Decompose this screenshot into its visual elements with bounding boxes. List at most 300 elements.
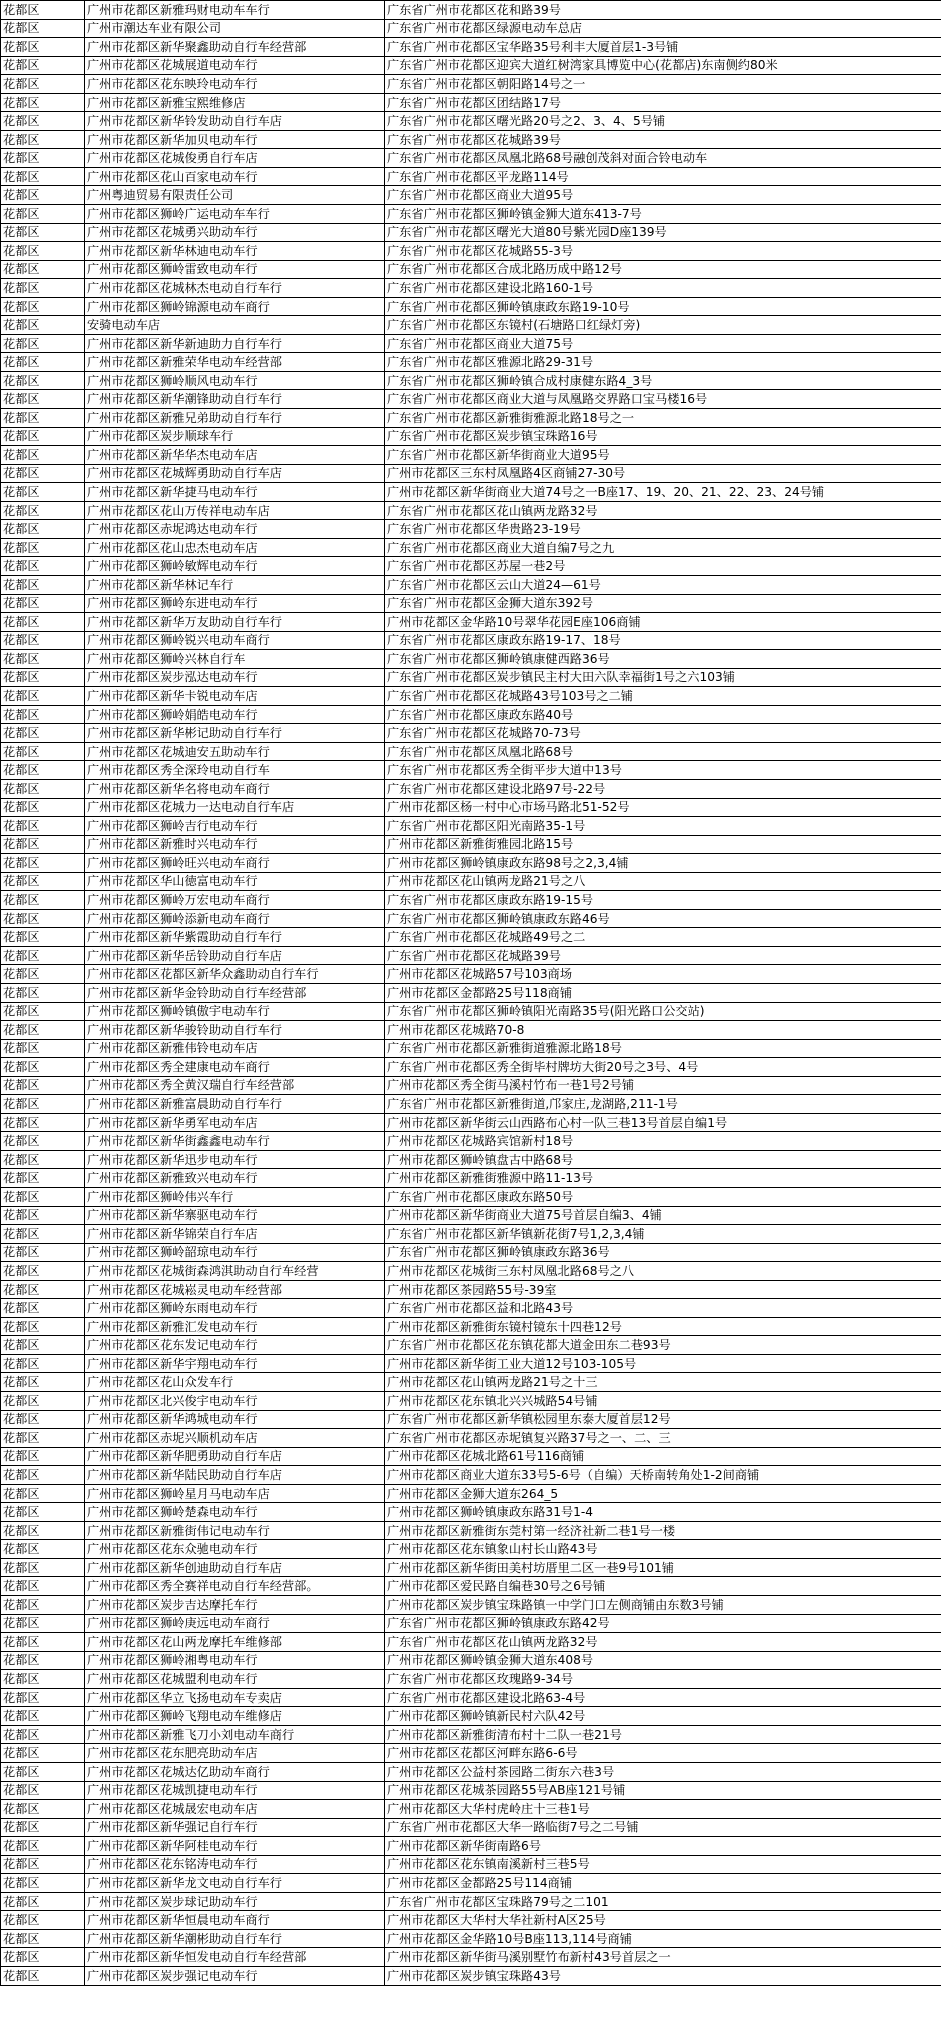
dealer-name-cell: 广州市花都区新华铃发助动自行车店 xyxy=(85,112,385,131)
dealer-name-cell: 广州市花都区花城勇兴助动车行 xyxy=(85,223,385,242)
table-row xyxy=(1,1762,941,1781)
district-cell: 花都区 xyxy=(1,1966,85,1985)
address-cell: 广东省广州市花都区康政东路50号 xyxy=(385,1188,941,1207)
district-cell: 花都区 xyxy=(1,1354,85,1373)
table-row xyxy=(1,371,941,390)
table-row xyxy=(1,1651,941,1670)
district-cell: 花都区 xyxy=(1,891,85,910)
table-row xyxy=(1,1929,941,1948)
table-row xyxy=(1,390,941,409)
table-row xyxy=(1,1150,941,1169)
table-row xyxy=(1,279,941,298)
district-cell: 花都区 xyxy=(1,334,85,353)
dealer-name-cell: 广州市花都区新华华杰电动车店 xyxy=(85,446,385,465)
table-row xyxy=(1,1966,941,1985)
address-cell: 广东省广州市花都区花山镇两龙路32号 xyxy=(385,1633,941,1652)
district-cell: 花都区 xyxy=(1,390,85,409)
table-row xyxy=(1,1243,941,1262)
table-row xyxy=(1,1558,941,1577)
dealer-name-cell: 广州市花都区花山众发车行 xyxy=(85,1373,385,1392)
district-cell: 花都区 xyxy=(1,297,85,316)
district-cell: 花都区 xyxy=(1,1039,85,1058)
address-cell: 广东省广州市花都区赤坭镇复兴路37号之一、二、三 xyxy=(385,1429,941,1448)
dealer-name-cell: 广州市花都区秀全深玲电动自行车 xyxy=(85,761,385,780)
address-cell: 广东省广州市花都区秀全街毕村牌坊大街20号之3号、4号 xyxy=(385,1058,941,1077)
district-cell: 花都区 xyxy=(1,1892,85,1911)
table-row xyxy=(1,205,941,224)
address-cell: 广州市花都区花城路宾馆新村18号 xyxy=(385,1132,941,1151)
dealer-name-cell: 广州市花都区炭步顺球车行 xyxy=(85,427,385,446)
dealer-name-cell: 广州市花都区新雅荣华电动车经营部 xyxy=(85,353,385,372)
address-cell: 广州市花都区茶园路55号-39室 xyxy=(385,1280,941,1299)
table-row xyxy=(1,409,941,428)
district-cell: 花都区 xyxy=(1,1429,85,1448)
table-row xyxy=(1,575,941,594)
dealer-name-cell: 广州市花都区新华强记自行车行 xyxy=(85,1818,385,1837)
dealer-name-cell: 广州市花都区狮岭兴林自行车 xyxy=(85,650,385,669)
dealer-name-cell: 广州市花都区狮岭镇傲宇电动车行 xyxy=(85,1002,385,1021)
dealer-name-cell: 广州市花都区赤坭兴顺机动车店 xyxy=(85,1429,385,1448)
address-cell: 广州市花都区花东镇南溪新村三巷5号 xyxy=(385,1855,941,1874)
address-cell: 广东省广州市花都区新华镇新花街7号1,2,3,4铺 xyxy=(385,1225,941,1244)
table-row xyxy=(1,594,941,613)
table-row xyxy=(1,1410,941,1429)
district-cell: 花都区 xyxy=(1,93,85,112)
address-cell: 广州市花都区花城街三东村凤凰北路68号之八 xyxy=(385,1262,941,1281)
table-row xyxy=(1,1855,941,1874)
address-cell: 广东省广州市花都区平龙路114号 xyxy=(385,167,941,186)
table-row xyxy=(1,613,941,632)
address-cell: 广东省广州市花都区炭步镇宝珠路16号 xyxy=(385,427,941,446)
dealer-name-cell: 广州市花都区新雅宝熙维修店 xyxy=(85,93,385,112)
address-cell: 广东省广州市花都区狮岭镇康健西路36号 xyxy=(385,650,941,669)
table-row xyxy=(1,742,941,761)
table-row xyxy=(1,1466,941,1485)
district-cell: 花都区 xyxy=(1,854,85,873)
address-cell: 广东省广州市花都区建设北路160-1号 xyxy=(385,279,941,298)
dealer-name-cell: 广州粤迪贸易有限责任公司 xyxy=(85,186,385,205)
address-cell: 广东省广州市花都区迎宾大道红树湾家具博览中心(花都店)东南侧约80米 xyxy=(385,56,941,75)
table-row xyxy=(1,1484,941,1503)
dealer-name-cell: 广州市花都区狮岭湘粤电动车行 xyxy=(85,1651,385,1670)
district-cell: 花都区 xyxy=(1,1633,85,1652)
dealer-name-cell: 广州市花都区新华卡锐电动车店 xyxy=(85,687,385,706)
address-cell: 广州市花都区三东村凤凰路4区商铺27-30号 xyxy=(385,464,941,483)
table-row xyxy=(1,483,941,502)
table-row xyxy=(1,798,941,817)
address-cell: 广东省广州市花都区花东镇花都大道金田东二巷93号 xyxy=(385,1336,941,1355)
address-cell: 广东省广州市花都区新华镇松园里东泰大厦首层12号 xyxy=(385,1410,941,1429)
dealer-name-cell: 广州市花都区新华潮锋助动自行车行 xyxy=(85,390,385,409)
district-cell: 花都区 xyxy=(1,56,85,75)
dealer-name-cell: 广州市花都区花城凯捷电动车行 xyxy=(85,1781,385,1800)
dealer-name-cell: 广州市花都区花山百家电动车行 xyxy=(85,167,385,186)
table-row xyxy=(1,1280,941,1299)
dealer-name-cell: 广州市花都区狮岭伟兴车行 xyxy=(85,1188,385,1207)
address-cell: 广州市花都区商业大道东33号5-6号（自编）天桥南转角处1-2间商铺 xyxy=(385,1466,941,1485)
address-cell: 广东省广州市花都区宝华路35号利丰大厦首层1-3号铺 xyxy=(385,38,941,57)
district-cell: 花都区 xyxy=(1,1113,85,1132)
dealer-name-cell: 广州市花都区秀全赛祥电动自行车经营部。 xyxy=(85,1577,385,1596)
address-cell: 广东省广州市花都区花城路39号 xyxy=(385,130,941,149)
dealer-name-cell: 广州市花都区花城盟利电动车行 xyxy=(85,1670,385,1689)
address-cell: 广东省广州市花都区狮岭镇阳光南路35号(阳光路口公交站) xyxy=(385,1002,941,1021)
district-cell: 花都区 xyxy=(1,779,85,798)
dealer-name-cell: 广州市花都区新雅伟铃电动车店 xyxy=(85,1039,385,1058)
dealer-name-cell: 广州市花都区新华万友助动自行车行 xyxy=(85,613,385,632)
address-cell: 广东省广州市花都区商业大道与凤凰路交界路口宝马楼16号 xyxy=(385,390,941,409)
district-cell: 花都区 xyxy=(1,668,85,687)
table-row xyxy=(1,705,941,724)
table-row xyxy=(1,1948,941,1967)
table-row xyxy=(1,1002,941,1021)
address-cell: 广东省广州市花都区花山镇两龙路32号 xyxy=(385,501,941,520)
address-cell: 广州市花都区花山镇两龙路21号之八 xyxy=(385,872,941,891)
dealer-name-cell: 广州市花都区新华捷马电动车行 xyxy=(85,483,385,502)
address-cell: 广东省广州市花都区新雅街道雅源北路18号 xyxy=(385,1039,941,1058)
address-cell: 广州市花都区花都区河畔东路6-6号 xyxy=(385,1744,941,1763)
dealer-name-cell: 广州市花都区新华恒晨电动车商行 xyxy=(85,1911,385,1930)
dealer-name-cell: 广州市花都区花东映玲电动车行 xyxy=(85,75,385,94)
address-cell: 广东省广州市花都区雅源北路29-31号 xyxy=(385,353,941,372)
dealer-name-cell: 广州市花都区新华彬记助动自行车行 xyxy=(85,724,385,743)
dealer-name-cell: 广州市花都区新华潮彬助动自行车行 xyxy=(85,1929,385,1948)
table-row xyxy=(1,260,941,279)
address-cell: 广东省广州市花都区康政东路19-15号 xyxy=(385,891,941,910)
table-row xyxy=(1,891,941,910)
address-cell: 广东省广州市花都区炭步镇民主村大田六队幸福街1号之六103铺 xyxy=(385,668,941,687)
district-cell: 花都区 xyxy=(1,149,85,168)
address-cell: 广州市花都区公益村茶园路二街东六巷3号 xyxy=(385,1762,941,1781)
dealer-name-cell: 广州市花都区华山徳富电动车行 xyxy=(85,872,385,891)
table-row xyxy=(1,316,941,335)
district-cell: 花都区 xyxy=(1,1188,85,1207)
address-cell: 广州市花都区杨一村中心市场马路北51-52号 xyxy=(385,798,941,817)
dealer-name-cell: 广州市潮达车业有限公司 xyxy=(85,19,385,38)
district-cell: 花都区 xyxy=(1,1262,85,1281)
dealer-name-cell: 广州市花都区新华紫霞助动自行车行 xyxy=(85,928,385,947)
table-row xyxy=(1,668,941,687)
table-row xyxy=(1,1911,941,1930)
table-row xyxy=(1,1837,941,1856)
table-row xyxy=(1,1447,941,1466)
dealer-name-cell: 广州市花都区花城辉勇助动自行车店 xyxy=(85,464,385,483)
district-cell: 花都区 xyxy=(1,242,85,261)
district-cell: 花都区 xyxy=(1,1317,85,1336)
table-row xyxy=(1,1262,941,1281)
table-row xyxy=(1,1225,941,1244)
dealer-name-cell: 广州市花都区炭步泓达电动车行 xyxy=(85,668,385,687)
table-row xyxy=(1,779,941,798)
dealer-name-cell: 广州市花都区新华锦荣自行车店 xyxy=(85,1225,385,1244)
district-cell: 花都区 xyxy=(1,223,85,242)
table-row xyxy=(1,1688,941,1707)
dealer-name-cell: 广州市花都区狮岭雷致电动车行 xyxy=(85,260,385,279)
address-cell: 广东省广州市花都区花城路49号之二 xyxy=(385,928,941,947)
dealer-name-cell: 广州市花都区新雅兄弟助动自行车行 xyxy=(85,409,385,428)
dealer-name-cell: 广州市花都区新华鸿城电动车行 xyxy=(85,1410,385,1429)
address-cell: 广东省广州市花都区花和路39号 xyxy=(385,1,941,20)
dealer-name-cell: 广州市花都区新华街鑫鑫电动车行 xyxy=(85,1132,385,1151)
dealer-name-cell: 广州市花都区花城崧灵电动车经营部 xyxy=(85,1280,385,1299)
address-cell: 广州市花都区金狮大道东264_5 xyxy=(385,1484,941,1503)
dealer-name-cell: 广州市花都区炭步强记电动车行 xyxy=(85,1966,385,1985)
table-row xyxy=(1,38,941,57)
district-cell: 花都区 xyxy=(1,1299,85,1318)
address-cell: 广东省广州市花都区康政东路40号 xyxy=(385,705,941,724)
address-cell: 广州市花都区新华街商业大道75号首层自编3、4铺 xyxy=(385,1206,941,1225)
district-cell: 花都区 xyxy=(1,520,85,539)
district-cell: 花都区 xyxy=(1,1558,85,1577)
district-cell: 花都区 xyxy=(1,1540,85,1559)
address-cell: 广州市花都区花东镇北兴兴城路54号铺 xyxy=(385,1392,941,1411)
table-row xyxy=(1,761,941,780)
address-cell: 广东省广州市花都区金狮大道东392号 xyxy=(385,594,941,613)
district-cell: 花都区 xyxy=(1,1002,85,1021)
district-cell: 花都区 xyxy=(1,316,85,335)
district-cell: 花都区 xyxy=(1,687,85,706)
address-cell: 广东省广州市花都区建设北路63-4号 xyxy=(385,1688,941,1707)
address-cell: 广东省广州市花都区宝珠路79号之二101 xyxy=(385,1892,941,1911)
district-cell: 花都区 xyxy=(1,38,85,57)
dealer-name-cell: 广州市花都区狮岭娟皓电动车行 xyxy=(85,705,385,724)
table-row xyxy=(1,1670,941,1689)
dealer-name-cell: 广州市花都区新华宇翔电动车行 xyxy=(85,1354,385,1373)
table-row xyxy=(1,1095,941,1114)
dealer-name-cell: 广州市花都区狮岭东进电动车行 xyxy=(85,594,385,613)
dealer-name-cell: 广州市花都区狮岭旺兴电动车商行 xyxy=(85,854,385,873)
dealer-name-cell: 广州市花都区北兴俊宇电动车行 xyxy=(85,1392,385,1411)
table-row xyxy=(1,446,941,465)
address-cell: 广东省广州市花都区狮岭镇合成村康健东路4_3号 xyxy=(385,371,941,390)
table-row xyxy=(1,501,941,520)
table-row xyxy=(1,427,941,446)
table-row xyxy=(1,1540,941,1559)
district-cell: 花都区 xyxy=(1,1021,85,1040)
district-cell: 花都区 xyxy=(1,501,85,520)
address-cell: 广州市花都区狮岭镇盘古中路68号 xyxy=(385,1150,941,1169)
address-cell: 广东省广州市花都区凤凰北路68号融创茂斜对面合铃电动车 xyxy=(385,149,941,168)
district-cell: 花都区 xyxy=(1,446,85,465)
district-cell: 花都区 xyxy=(1,371,85,390)
address-cell: 广州市花都区狮岭镇康政东路31号1-4 xyxy=(385,1503,941,1522)
district-cell: 花都区 xyxy=(1,1929,85,1948)
dealer-name-cell: 广州市花都区新华聚鑫助动自行车经营部 xyxy=(85,38,385,57)
dealer-name-cell: 广州市花都区华立飞扬电动车专卖店 xyxy=(85,1688,385,1707)
address-cell: 广东省广州市花都区益和北路43号 xyxy=(385,1299,941,1318)
address-cell: 广州市花都区新雅街清布村十二队一巷21号 xyxy=(385,1725,941,1744)
dealer-name-cell: 广州市花都区新华金铃助动自行车经营部 xyxy=(85,983,385,1002)
address-cell: 广州市花都区新雅街雅源中路11-13号 xyxy=(385,1169,941,1188)
district-cell: 花都区 xyxy=(1,1206,85,1225)
address-cell: 广东省广州市花都区绿源电动车总店 xyxy=(385,19,941,38)
table-row xyxy=(1,538,941,557)
district-cell: 花都区 xyxy=(1,1243,85,1262)
address-cell: 广州市花都区新雅街东镜村镜东十四巷12号 xyxy=(385,1317,941,1336)
address-cell: 广州市花都区花山镇两龙路21号之十三 xyxy=(385,1373,941,1392)
dealer-name-cell: 广州市花都区新华龙文电动自行车行 xyxy=(85,1874,385,1893)
dealer-name-cell: 广州市花都区秀全建康电动车商行 xyxy=(85,1058,385,1077)
district-cell: 花都区 xyxy=(1,1150,85,1169)
dealer-name-cell: 广州市花都区花山两龙摩托车维修部 xyxy=(85,1633,385,1652)
address-cell: 广东省广州市花都区狮岭镇康政东路19-10号 xyxy=(385,297,941,316)
dealer-name-cell: 广州市花都区花都区新华众鑫助动自行车行 xyxy=(85,965,385,984)
table-row xyxy=(1,334,941,353)
table-row xyxy=(1,1800,941,1819)
table-row xyxy=(1,724,941,743)
district-cell: 花都区 xyxy=(1,650,85,669)
district-cell: 花都区 xyxy=(1,353,85,372)
district-cell: 花都区 xyxy=(1,1225,85,1244)
dealer-name-cell: 广州市花都区花城达亿助动车商行 xyxy=(85,1762,385,1781)
district-cell: 花都区 xyxy=(1,1781,85,1800)
table-row xyxy=(1,1299,941,1318)
district-cell: 花都区 xyxy=(1,409,85,428)
table-row xyxy=(1,1633,941,1652)
district-cell: 花都区 xyxy=(1,631,85,650)
dealer-name-cell: 广州市花都区花东铭涛电动车行 xyxy=(85,1855,385,1874)
dealer-name-cell: 广州市花都区狮岭锐兴电动车商行 xyxy=(85,631,385,650)
district-cell: 花都区 xyxy=(1,835,85,854)
address-cell: 广州市花都区金都路25号118商铺 xyxy=(385,983,941,1002)
address-cell: 广东省广州市花都区康政东路19-17、18号 xyxy=(385,631,941,650)
address-cell: 广东省广州市花都区云山大道24—61号 xyxy=(385,575,941,594)
district-cell: 花都区 xyxy=(1,1058,85,1077)
district-cell: 花都区 xyxy=(1,742,85,761)
district-cell: 花都区 xyxy=(1,1466,85,1485)
table-row xyxy=(1,75,941,94)
dealer-name-cell: 广州市花都区狮岭顺风电动车行 xyxy=(85,371,385,390)
table-row xyxy=(1,687,941,706)
district-cell: 花都区 xyxy=(1,1651,85,1670)
table-row xyxy=(1,1744,941,1763)
district-cell: 花都区 xyxy=(1,1911,85,1930)
dealer-name-cell: 广州市花都区新华名将电动车商行 xyxy=(85,779,385,798)
dealer-name-cell: 广州市花都区狮岭添新电动车商行 xyxy=(85,909,385,928)
table-row xyxy=(1,1577,941,1596)
table-row xyxy=(1,854,941,873)
address-cell: 广东省广州市花都区朝阳路14号之一 xyxy=(385,75,941,94)
address-cell: 广州市花都区爱民路自编巷30号之6号铺 xyxy=(385,1577,941,1596)
dealer-name-cell: 广州市花都区新华林记车行 xyxy=(85,575,385,594)
dealer-name-cell: 广州市花都区新华迅步电动车行 xyxy=(85,1150,385,1169)
table-row xyxy=(1,19,941,38)
table-row xyxy=(1,1892,941,1911)
district-cell: 花都区 xyxy=(1,1169,85,1188)
district-cell: 花都区 xyxy=(1,1670,85,1689)
district-cell: 花都区 xyxy=(1,1484,85,1503)
district-cell: 花都区 xyxy=(1,464,85,483)
address-cell: 广东省广州市花都区团结路17号 xyxy=(385,93,941,112)
table-row xyxy=(1,1058,941,1077)
address-cell: 广州市花都区金华路10号翠华花园E座106商铺 xyxy=(385,613,941,632)
table-row xyxy=(1,1392,941,1411)
district-cell: 花都区 xyxy=(1,1688,85,1707)
address-cell: 广东省广州市花都区建设北路97号-22号 xyxy=(385,779,941,798)
address-cell: 广东省广州市花都区合成北路历成中路12号 xyxy=(385,260,941,279)
address-cell: 广东省广州市花都区狮岭镇金狮大道东413-7号 xyxy=(385,205,941,224)
address-cell: 广州市花都区新华街云山西路布心村一队三巷13号首层自编1号 xyxy=(385,1113,941,1132)
table-row xyxy=(1,297,941,316)
address-cell: 广东省广州市花都区曙光大道80号紫光园D座139号 xyxy=(385,223,941,242)
address-cell: 广东省广州市花都区大华一路临街7号之二号铺 xyxy=(385,1818,941,1837)
district-cell: 花都区 xyxy=(1,817,85,836)
district-cell: 花都区 xyxy=(1,1725,85,1744)
dealer-name-cell: 广州市花都区花山万传祥电动车店 xyxy=(85,501,385,520)
district-cell: 花都区 xyxy=(1,260,85,279)
dealer-name-cell: 广州市花都区花城展道电动车行 xyxy=(85,56,385,75)
district-cell: 花都区 xyxy=(1,538,85,557)
table-row xyxy=(1,1021,941,1040)
district-cell: 花都区 xyxy=(1,1837,85,1856)
district-cell: 花都区 xyxy=(1,112,85,131)
table-row xyxy=(1,1076,941,1095)
table-row xyxy=(1,1818,941,1837)
district-cell: 花都区 xyxy=(1,1392,85,1411)
table-row xyxy=(1,1429,941,1448)
dealer-name-cell: 广州市花都区新雅玛财电动车车行 xyxy=(85,1,385,20)
dealer-name-cell: 广州市花都区狮岭韶琼电动车行 xyxy=(85,1243,385,1262)
table-row xyxy=(1,130,941,149)
dealer-name-cell: 广州市花都区新华恒发电动自行车经营部 xyxy=(85,1948,385,1967)
district-cell: 花都区 xyxy=(1,1,85,20)
district-cell: 花都区 xyxy=(1,1447,85,1466)
address-cell: 广州市花都区新华街南路6号 xyxy=(385,1837,941,1856)
address-cell: 广州市花都区秀全街马溪村竹布一巷1号2号铺 xyxy=(385,1076,941,1095)
dealer-name-cell: 广州市花都区狮岭广运电动车车行 xyxy=(85,205,385,224)
table-row xyxy=(1,1,941,20)
district-cell: 花都区 xyxy=(1,427,85,446)
district-cell: 花都区 xyxy=(1,872,85,891)
district-cell: 花都区 xyxy=(1,613,85,632)
dealer-name-cell: 广州市花都区狮岭庚远电动车商行 xyxy=(85,1614,385,1633)
table-row xyxy=(1,242,941,261)
dealer-name-cell: 广州市花都区新华岳铃助动自行车店 xyxy=(85,946,385,965)
dealer-name-cell: 广州市花都区秀全黄汉瑞自行车经营部 xyxy=(85,1076,385,1095)
table-row xyxy=(1,1373,941,1392)
district-cell: 花都区 xyxy=(1,1577,85,1596)
address-cell: 广东省广州市花都区新雅街雅源北路18号之一 xyxy=(385,409,941,428)
dealer-name-cell: 广州市花都区新华加贝电动车行 xyxy=(85,130,385,149)
dealer-name-cell: 广州市花都区炭步吉达摩托车行 xyxy=(85,1596,385,1615)
address-cell: 广东省广州市花都区玫瑰路9-34号 xyxy=(385,1670,941,1689)
district-cell: 花都区 xyxy=(1,483,85,502)
dealer-name-cell: 广州市花都区狮岭东雨电动车行 xyxy=(85,1299,385,1318)
district-cell: 花都区 xyxy=(1,1280,85,1299)
district-cell: 花都区 xyxy=(1,1410,85,1429)
dealer-name-cell: 广州市花都区赤坭鸿达电动车行 xyxy=(85,520,385,539)
table-row xyxy=(1,1188,941,1207)
table-row xyxy=(1,631,941,650)
dealer-name-cell: 广州市花都区新华肥勇助动自行车店 xyxy=(85,1447,385,1466)
table-row xyxy=(1,817,941,836)
address-cell: 广州市花都区狮岭镇金狮大道东408号 xyxy=(385,1651,941,1670)
district-cell: 花都区 xyxy=(1,1707,85,1726)
address-cell: 广州市花都区炭步镇宝珠路43号 xyxy=(385,1966,941,1985)
address-cell: 广东省广州市花都区新雅街道,邝家庄,龙湖路,211-1号 xyxy=(385,1095,941,1114)
table-row xyxy=(1,464,941,483)
dealer-name-cell: 广州市花都区花东众驰电动车行 xyxy=(85,1540,385,1559)
district-cell: 花都区 xyxy=(1,186,85,205)
district-cell: 花都区 xyxy=(1,705,85,724)
table-row xyxy=(1,965,941,984)
address-cell: 广州市花都区炭步镇宝珠路镇一中学门口左侧商铺由东数3号铺 xyxy=(385,1596,941,1615)
district-cell: 花都区 xyxy=(1,1874,85,1893)
table-body xyxy=(1,1,941,1986)
district-cell: 花都区 xyxy=(1,1855,85,1874)
dealer-name-cell: 广州市花都区新雅街伟记电动车行 xyxy=(85,1521,385,1540)
dealer-name-cell: 广州市花都区狮岭吉行电动车行 xyxy=(85,817,385,836)
